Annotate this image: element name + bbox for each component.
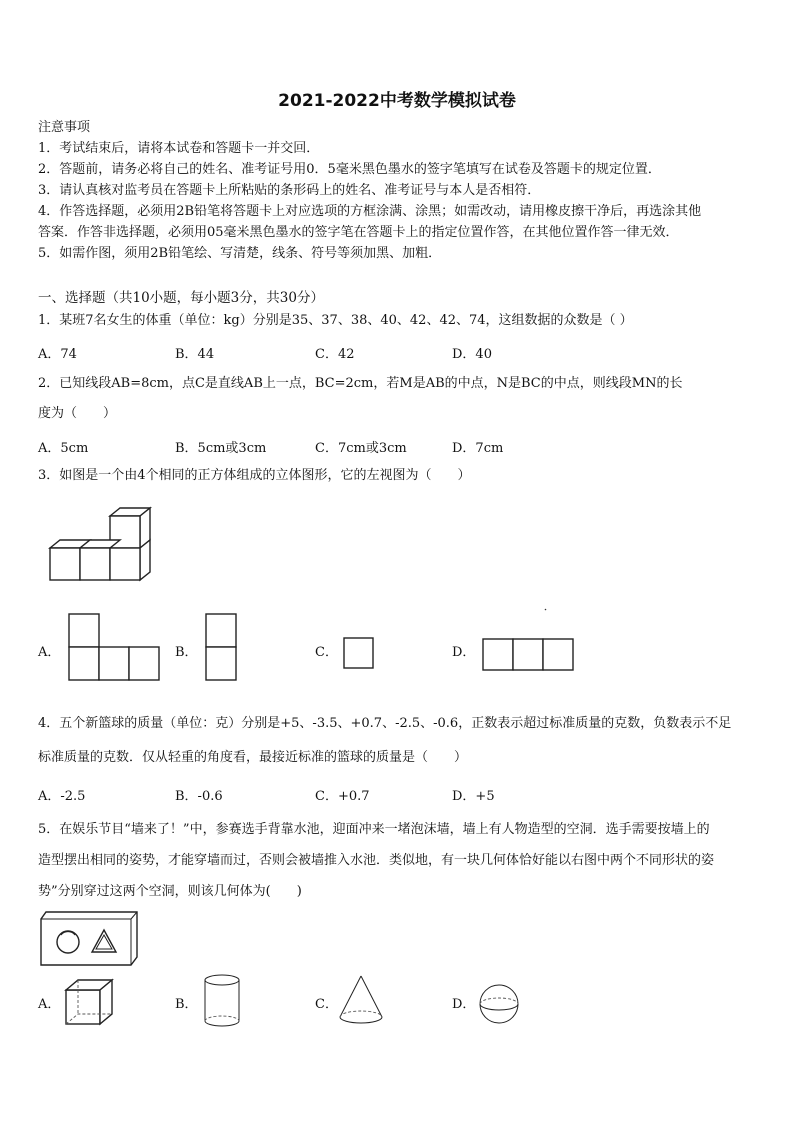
q1-option-b: B．44: [175, 347, 215, 362]
q5-label-c: C．: [315, 997, 338, 1012]
q4-option-b: B．-0.6: [175, 789, 223, 804]
q1-option-c: C．42: [315, 347, 355, 362]
notes-line: 4．作答选择题，必须用2B铅笔将答题卡上对应选项的方框涂满、涂黑；如需改动，请用橡皮擦干净后，再选涂其他: [38, 204, 702, 219]
q3-label-d: D．: [452, 645, 476, 660]
q5-label-d: D．: [452, 997, 476, 1012]
q5-label-b: B．: [175, 997, 198, 1012]
q1-option-d: D．40: [452, 347, 492, 362]
question-5-stem: 5．在娱乐节目“墙来了！”中，参赛选手背靠水池，迎面冲来一堵泡沫墙，墙上有人物造型的空洞．选手需要按墙上的: [38, 822, 710, 837]
q3-option-c-figure: [343, 637, 375, 670]
cone-option-figure: [338, 974, 384, 1026]
q3-label-c: C．: [315, 645, 338, 660]
q3-option-b-figure: [205, 613, 237, 681]
question-5-stem-cont: 造型摆出相同的姿势，才能穿墙而过，否则会被墙推入水池．类似地，有一块几何体恰好能以右图中两个不同形状的姿: [38, 853, 715, 868]
question-2-stem-cont: 度为（ ）: [38, 406, 117, 421]
notes-line: 5．如需作图，须用2B铅笔绘、写清楚，线条、符号等须加黑、加粗．: [38, 246, 442, 261]
wall-with-holes-figure: [40, 911, 140, 967]
stray-dot: [544, 608, 547, 611]
q2-option-c: C．7cm或3cm: [315, 441, 407, 456]
notes-line: 2．答题前，请务必将自己的姓名、准考证号用0．5毫米黑色墨水的签字笔填写在试卷及答题卡的规定位置．: [38, 162, 661, 177]
q1-option-a: A．74: [38, 347, 77, 362]
q2-option-b: B．5cm或3cm: [175, 441, 267, 456]
q3-option-a-figure: [68, 613, 162, 681]
question-5-stem-cont2: 势”分别穿过这两个空洞，则该几何体为( ): [38, 884, 302, 899]
question-3-stem: 3．如图是一个由4个相同的正方体组成的立体图形，它的左视图为（ ）: [38, 468, 471, 483]
section-heading: 一、选择题（共10小题，每小题3分，共30分）: [38, 290, 324, 306]
cube-option-figure: [64, 978, 114, 1026]
q5-label-a: A．: [38, 997, 61, 1012]
notes-line: 答案．作答非选择题，必须用05毫米黑色墨水的签字笔在答题卡上的指定位置作答，在其他位置作答一律无效．: [38, 225, 679, 240]
cube-stack-figure: [48, 506, 158, 582]
q3-label-a: A．: [38, 645, 61, 660]
q4-option-a: A．-2.5: [38, 789, 86, 804]
q2-option-d: D．7cm: [452, 441, 504, 456]
notes-heading: 注意事项: [38, 120, 91, 135]
q2-option-a: A．5cm: [38, 441, 89, 456]
q4-option-c: C．+0.7: [315, 789, 370, 804]
q3-label-b: B．: [175, 645, 198, 660]
notes-line: 1．考试结束后，请将本试卷和答题卡一并交回．: [38, 141, 320, 156]
q3-option-d-figure: [482, 638, 576, 672]
sphere-option-figure: [478, 983, 520, 1025]
question-1-stem: 1．某班7名女生的体重（单位：kg）分别是35、37、38、40、42、42、74，这组数据的众数是（ ）: [38, 313, 633, 328]
cylinder-option-figure: [203, 973, 241, 1029]
q4-option-d: D．+5: [452, 789, 495, 804]
question-4-stem: 4．五个新篮球的质量（单位：克）分别是+5、-3.5、+0.7、-2.5、-0.6，正数表示超过标准质量的克数，负数表示不足: [38, 716, 732, 731]
notes-line: 3．请认真核对监考员在答题卡上所粘贴的条形码上的姓名、准考证号与本人是否相符．: [38, 183, 541, 198]
page-title: 2021-2022中考数学模拟试卷: [278, 91, 516, 111]
question-2-stem: 2．已知线段AB=8cm，点C是直线AB上一点，BC=2cm，若M是AB的中点，N是BC的中点，则线段MN的长: [38, 376, 683, 391]
question-4-stem-cont: 标准质量的克数．仅从轻重的角度看，最接近标准的篮球的质量是（ ）: [38, 750, 468, 765]
